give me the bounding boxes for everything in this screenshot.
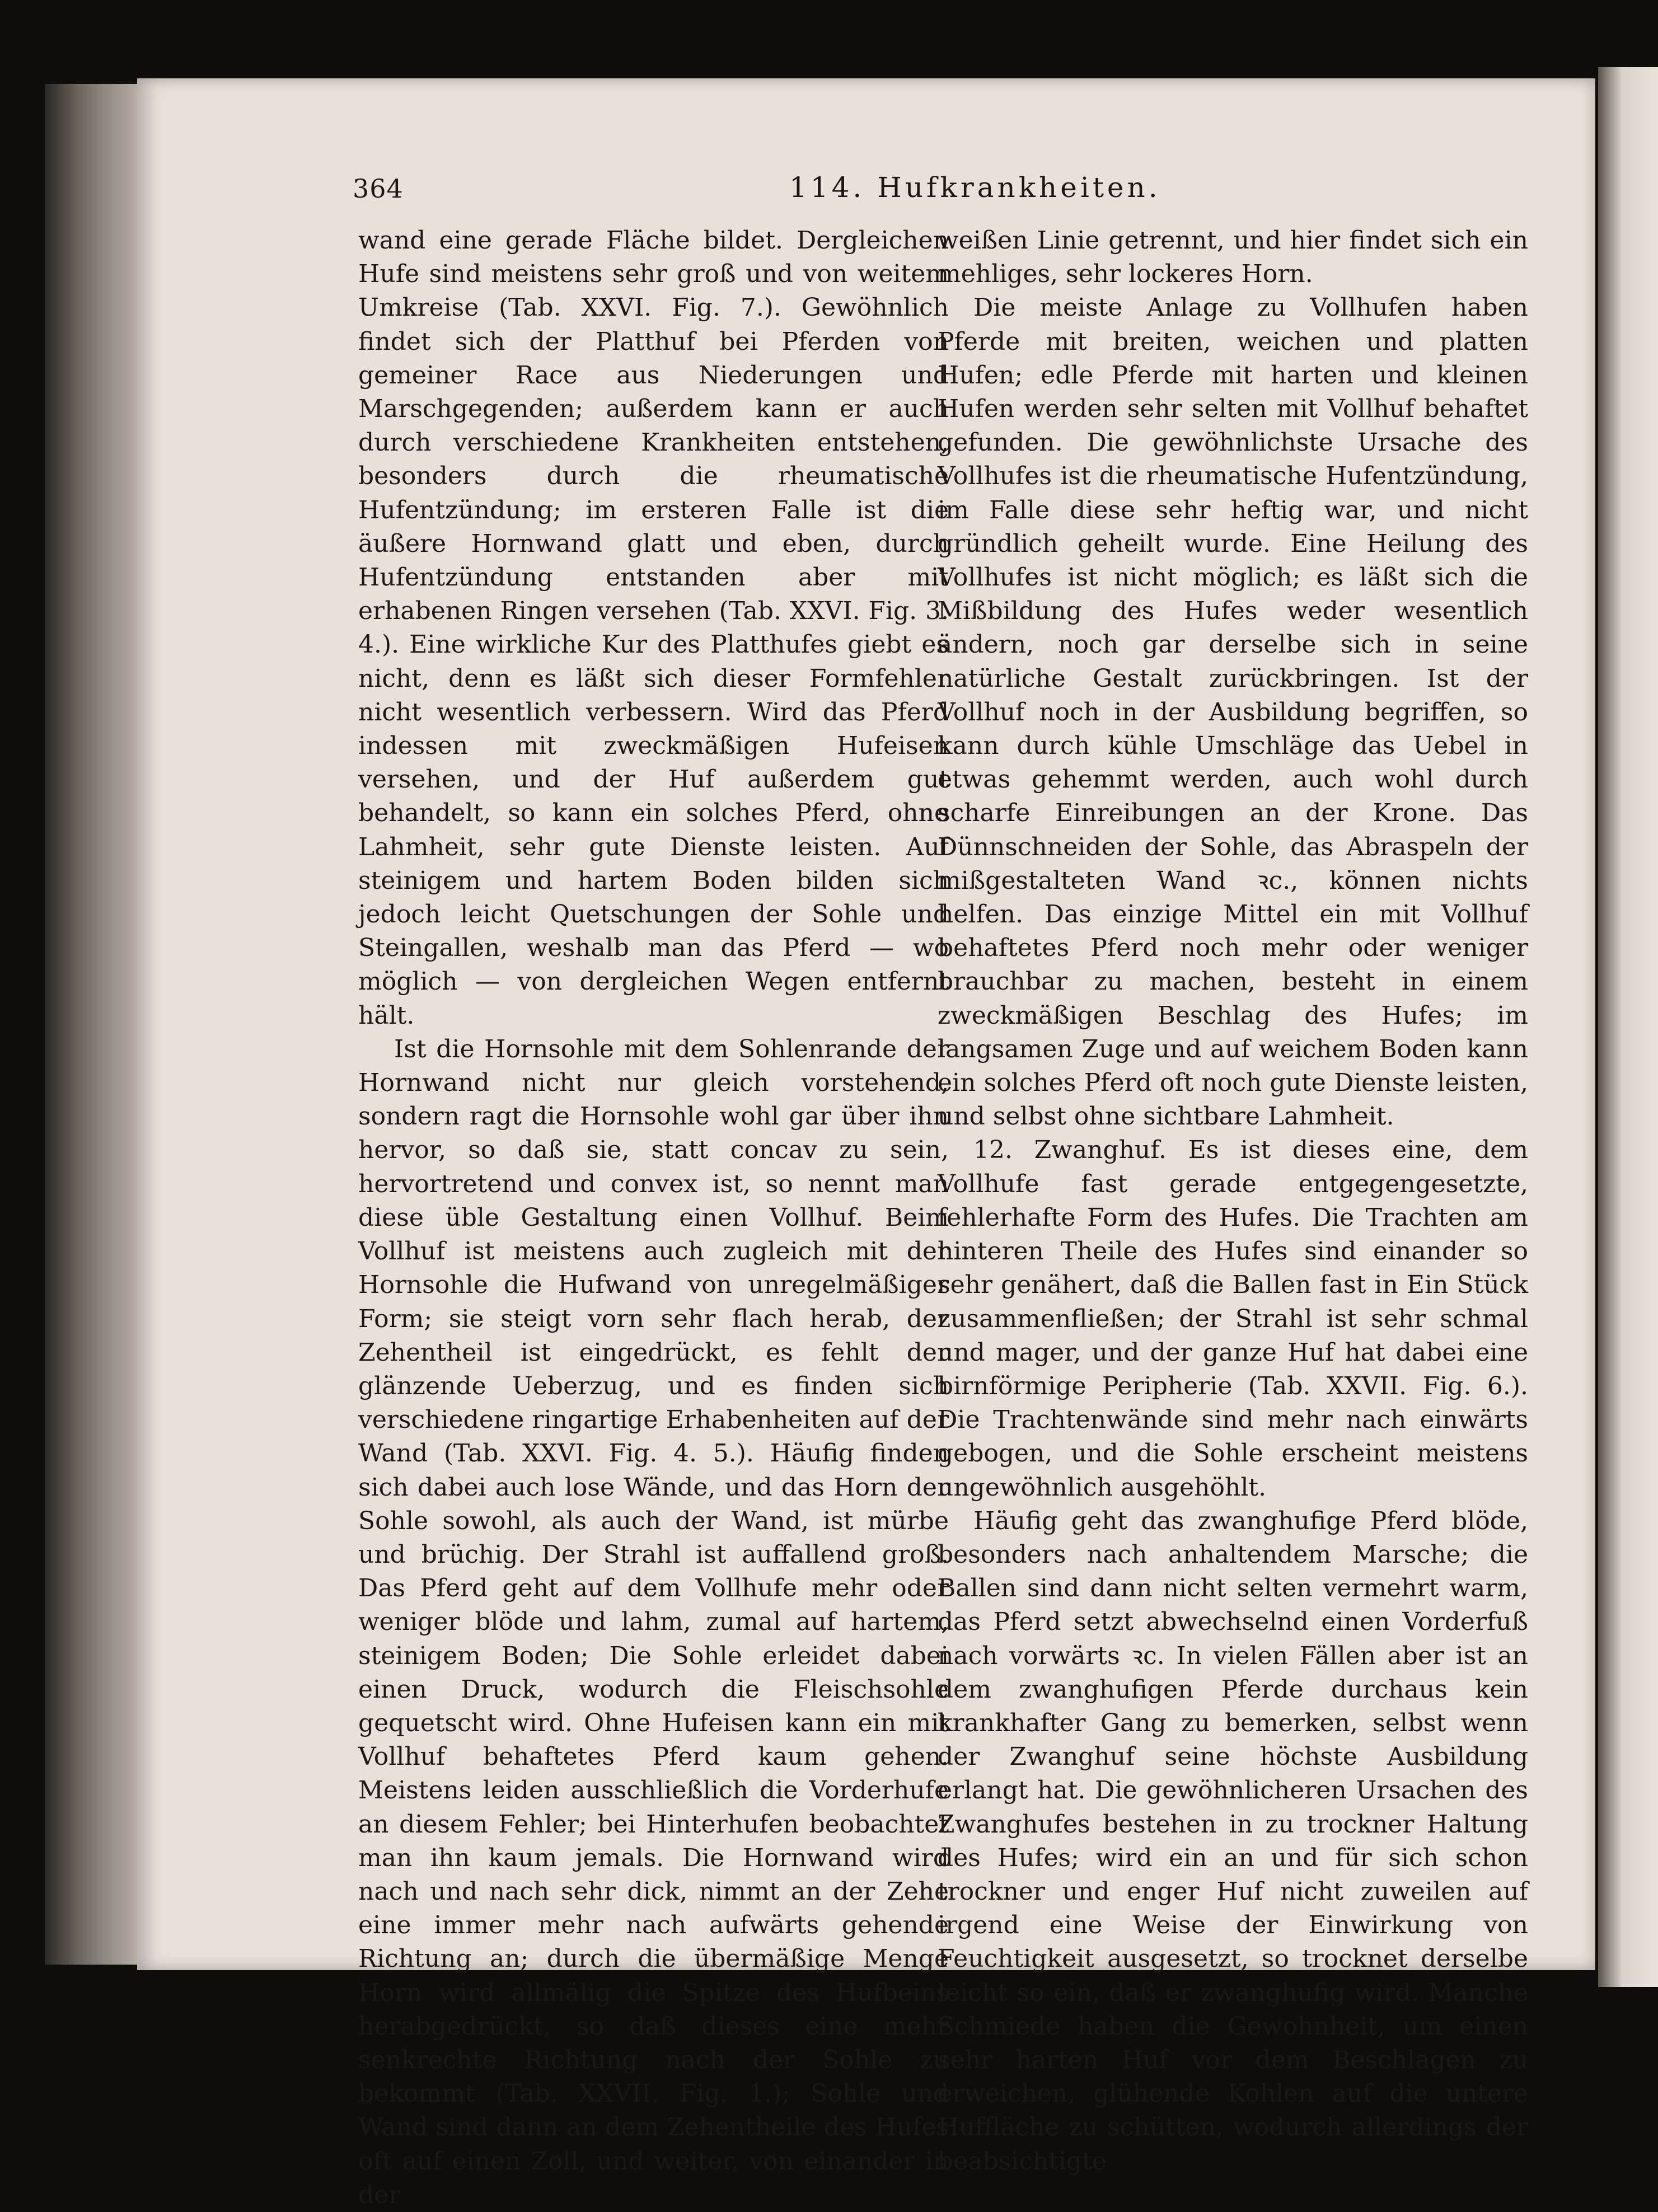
book-edge-left (45, 84, 140, 1965)
paragraph: Häufig geht das zwanghufige Pferd blöde, besonders nach anhaltendem Marsche; die Ballen sind dann nicht selten vermehrt warm, das Pferd setzt abwechselnd einen Vorderfuß nach vorwärts ꝛc. In vielen Fällen aber ist an dem zwanghufigen Pferde durchaus kein krankhafter Gang zu bemerken, selbst wenn der Zwanghuf seine höchste Ausbildung erlangt hat. Die gewöhnlicheren Ursachen des Zwanghufes bestehen in zu trockner Haltung des Hufes; wird ein an und für sich schon trockner und enger Huf nicht zuweilen auf irgend eine Weise der Einwirkung von Feuchtigkeit ausgesetzt, so trocknet derselbe leicht so ein, daß er zwanghufig wird. Manche Schmiede haben die Gewohnheit, um einen sehr harten Huf vor dem Beschlagen zu erweichen, glühende Kohlen auf die untere Huffläche zu schütten, wodurch allerdings der beabsichtigte (938, 1506, 1528, 2176)
running-title: 114. Hufkrankheiten. (789, 171, 1161, 204)
paragraph: Die meiste Anlage zu Vollhufen haben Pferde mit breiten, weichen und platten Hufen; edle Pferde mit harten und kleinen Hufen werden sehr selten mit Vollhuf behaftet gefunden. Die gewöhnlichste Ursache des Vollhufes ist die rheumatische Hufentzündung, im Falle diese sehr heftig war, und nicht gründlich geheilt wurde. Eine Heilung des Vollhufes ist nicht möglich; es läßt sich die Mißbildung des Hufes weder wesentlich ändern, noch gar derselbe sich in seine natürliche Gestalt zurückbringen. Ist der Vollhuf noch in der Ausbildung begriffen, so kann durch kühle Umschläge das Uebel in etwas gehemmt werden, auch wohl durch scharfe Einreibungen an der Krone. Das Dünnschneiden der Sohle, das Abraspeln der mißgestalteten Wand ꝛc., können nichts helfen. Das einzige Mittel ein mit Vollhuf behaftetes Pferd noch mehr oder weniger brauchbar zu machen, besteht in einem zweckmäßigen Beschlag des Hufes; im langsamen Zuge und auf weichem Boden kann ein solches Pferd oft noch gute Dienste leisten, und selbst ohne sichtbare Lahmheit. (938, 293, 1528, 1131)
paragraph: 12. Zwanghuf. Es ist dieses eine, dem Vollhufe fast gerade entgegengesetzte, fehlerhafte Form des Hufes. Die Trachten am hinteren Theile des Hufes sind einander so sehr genähert, daß die Ballen fast in Ein Stück zusammenfließen; der Strahl ist sehr schmal und mager, und der ganze Huf hat dabei eine birnförmige Peripherie (Tab. XXVII. Fig. 6.). Die Trachtenwände sind mehr nach einwärts gebogen, und die Sohle erscheint meistens ungewöhnlich ausgehöhlt. (938, 1136, 1528, 1502)
page-number: 364 (353, 174, 404, 204)
facing-page-edge (1598, 67, 1658, 1987)
paragraph: wand eine gerade Fläche bildet. Dergleichen Hufe sind meistens sehr groß und von weitem Umkreise (Tab. XXVI. Fig. 7.). Gewöhnlich findet sich der Platthuf bei Pferden von gemeiner Race aus Niederungen und Marschgegenden; außerdem kann er auch durch verschiedene Krankheiten entstehen, besonders durch die rheumatische Hufentzündung; im ersteren Falle ist die äußere Hornwand glatt und eben, durch Hufentzündung entstanden aber mit erhabenen Ringen versehen (Tab. XXVI. Fig. 3. 4.). Eine wirkliche Kur des Platthufes giebt es nicht, denn es läßt sich dieser Formfehler nicht wesentlich verbessern. Wird das Pferd indessen mit zweckmäßigen Hufeisen versehen, und der Huf außerdem gut behandelt, so kann ein solches Pferd, ohne Lahmheit, sehr gute Dienste leisten. Auf steinigem und hartem Boden bilden sich jedoch leicht Quetschungen der Sohle und Steingallen, weshalb man das Pferd — wo möglich — von dergleichen Wegen entfernt hält. (358, 226, 949, 1030)
text-column-right (938, 224, 1528, 2176)
page-header (353, 168, 1161, 218)
paragraph: Ist die Hornsohle mit dem Sohlenrande der Hornwand nicht nur gleich vorstehend, sondern ragt die Hornsohle wohl gar über ihn hervor, so daß sie, statt concav zu sein, hervortretend und convex ist, so nennt man diese üble Gestaltung einen Vollhuf. Beim Vollhuf ist meistens auch zugleich mit der Hornsohle die Hufwand von unregelmäßiger Form; sie steigt vorn sehr flach herab, der Zehentheil ist eingedrückt, es fehlt der glänzende Ueberzug, und es finden sich verschiedene ringartige Erhabenheiten auf der Wand (Tab. XXVI. Fig. 4. 5.). Häufig finden sich dabei auch lose Wände, und das Horn der Sohle sowohl, als auch der Wand, ist mürbe und brüchig. Der Strahl ist auffallend groß. Das Pferd geht auf dem Vollhufe mehr oder weniger blöde und lahm, zumal auf hartem, steinigem Boden; Die Sohle erleidet dabei einen Druck, wodurch die Fleischsohle gequetscht wird. Ohne Hufeisen kann ein mit Vollhuf behaftetes Pferd kaum gehen. Meistens leiden ausschließlich die Vorderhufe an diesem Fehler; bei Hinterhufen beobachtet man ihn kaum jemals. Die Hornwand wird nach und nach sehr dick, nimmt an der Zehe eine immer mehr nach aufwärts gehende Richtung an; durch die übermäßige Menge Horn wird allmälig die Spitze des Hufbeins herabgedrückt, so daß dieses eine mehr senkrechte Richtung nach der Sohle zu bekommt (Tab. XXVII. Fig. 1.); Sohle und Wand sind dann an dem Zehentheile des Hufes oft auf einen Zoll, und weiter, von einander in der (358, 1034, 949, 2209)
paragraph: weißen Linie getrennt, und hier findet sich ein mehliges, sehr lockeres Horn. (938, 226, 1528, 289)
text-column-left (358, 224, 949, 2209)
